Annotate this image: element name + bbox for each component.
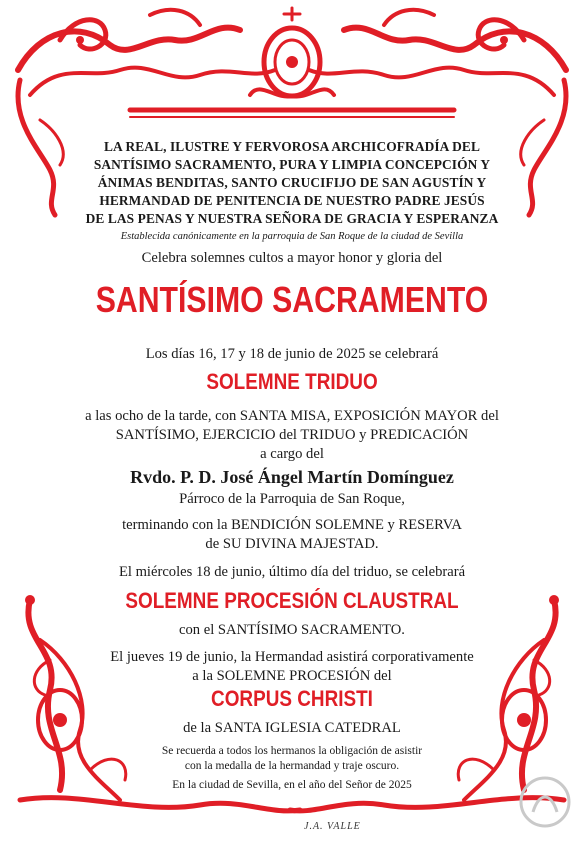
closing-line-1: terminando con la BENDICIÓN SOLEMNE y RESERVA bbox=[122, 517, 462, 533]
intro-line: Celebra solemnes cultos a mayor honor y gloria del bbox=[141, 250, 443, 266]
main-title: SANTÍSIMO SACRAMENTO bbox=[95, 279, 489, 320]
brotherhood-name-line-2: SANTÍSIMO SACRAMENTO, PURA Y LIMPIA CONCEPCIÓN Y bbox=[93, 157, 491, 172]
closing-line-2: de SU DIVINA MAJESTAD. bbox=[205, 536, 379, 552]
city-line: En la ciudad de Sevilla, en el año del Señor de 2025 bbox=[172, 779, 412, 791]
triduo-title: SOLEMNE TRIDUO bbox=[206, 369, 378, 394]
wednesday-line: El miércoles 18 de junio, último día del triduo, se celebrará bbox=[118, 564, 466, 580]
brotherhood-name-line-5: DE LAS PENAS Y NUESTRA SEÑORA DE GRACIA Y ESPERANZA bbox=[85, 211, 499, 226]
preacher-role: Párroco de la Parroquia de San Roque, bbox=[179, 491, 405, 507]
brotherhood-name-line-4: HERMANDAD DE PENITENCIA DE NUESTRO PADRE JESÚS bbox=[99, 193, 485, 208]
triduo-detail-line-2: SANTÍSIMO, EJERCICIO del TRIDUO y PREDICACIÓN bbox=[115, 427, 469, 443]
reminder-line-1: Se recuerda a todos los hermanos la obligación de asistir bbox=[161, 745, 423, 757]
corpus-detail: de la SANTA IGLESIA CATEDRAL bbox=[183, 720, 401, 736]
reminder-line-2: con la medalla de la hermandad y traje oscuro. bbox=[184, 760, 400, 772]
procession-detail: con el SANTÍSIMO SACRAMENTO. bbox=[179, 622, 405, 638]
triduo-detail-line-3: a cargo del bbox=[260, 446, 324, 462]
corpus-title: CORPUS CHRISTI bbox=[211, 686, 373, 711]
triduo-detail-line-1: a las ocho de la tarde, con SANTA MISA, EXPOSICIÓN MAYOR del bbox=[85, 408, 499, 424]
brotherhood-name-line-1: LA REAL, ILUSTRE Y FERVOROSA ARCHICOFRADÍA DEL bbox=[103, 139, 480, 154]
procession-title: SOLEMNE PROCESIÓN CLAUSTRAL bbox=[125, 588, 459, 613]
brotherhood-name-line-3: ÁNIMAS BENDITAS, SANTO CRUCIFIJO DE SAN AGUSTÍN Y bbox=[97, 175, 487, 190]
preacher-name: Rvdo. P. D. José Ángel Martín Domínguez bbox=[130, 467, 454, 487]
established-line: Establecida canónicamente en la parroquia de San Roque de la ciudad de Sevilla bbox=[120, 231, 464, 242]
dates-line: Los días 16, 17 y 18 de junio de 2025 se celebrará bbox=[145, 346, 439, 362]
artist-signature: J.A. VALLE bbox=[304, 821, 361, 832]
thursday-line-1: El jueves 19 de junio, la Hermandad asistirá corporativamente bbox=[110, 649, 474, 665]
thursday-line-2: a la SOLEMNE PROCESIÓN del bbox=[192, 668, 392, 684]
